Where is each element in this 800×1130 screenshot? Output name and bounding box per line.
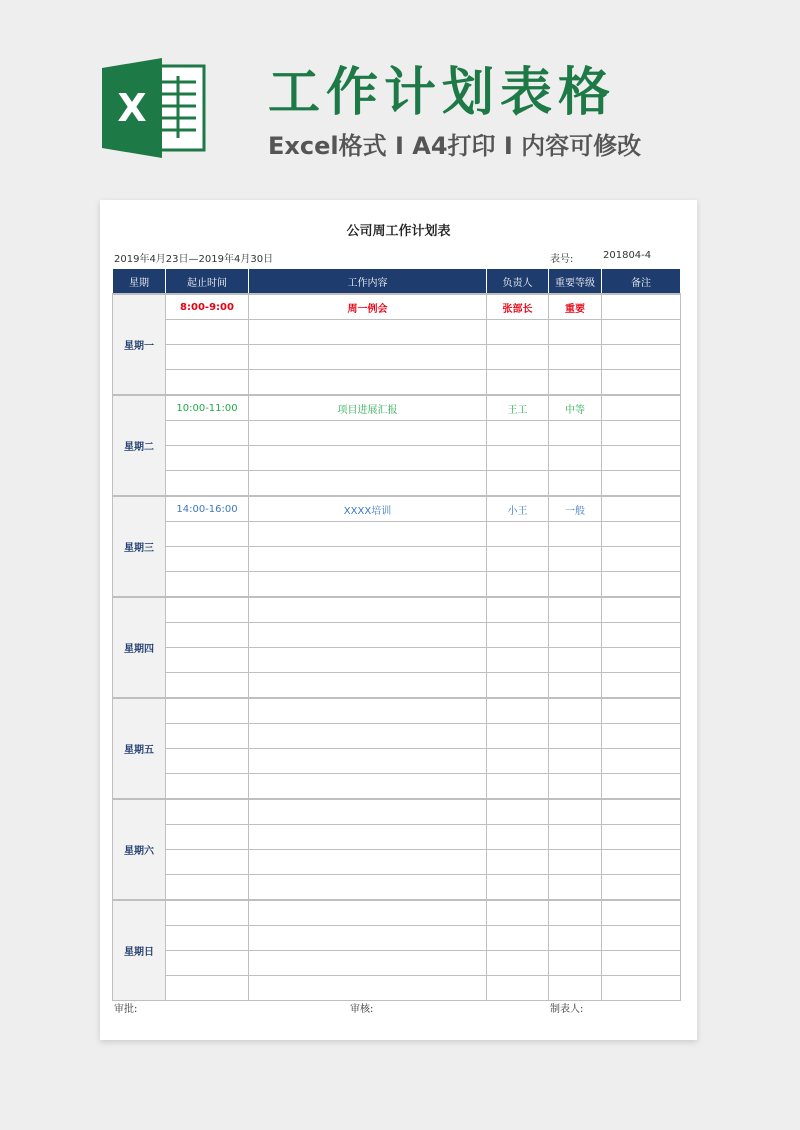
column-header: 负责人 [487, 269, 549, 295]
table-row [113, 673, 681, 699]
cell-note[interactable] [602, 648, 681, 673]
cell-owner[interactable] [487, 799, 549, 825]
cell-level[interactable] [549, 900, 602, 926]
cell-content[interactable] [249, 825, 487, 850]
cell-owner[interactable] [487, 572, 549, 598]
cell-owner[interactable]: 张部长 [487, 294, 549, 320]
cell-note[interactable] [602, 294, 681, 320]
table-row [113, 421, 681, 446]
cell-note[interactable] [602, 698, 681, 724]
table-header-row [113, 269, 681, 295]
svg-text:X: X [117, 86, 147, 130]
cell-level[interactable] [549, 774, 602, 800]
table-row [113, 951, 681, 976]
cell-content[interactable] [249, 572, 487, 598]
cell-content[interactable] [249, 749, 487, 774]
cell-time[interactable] [166, 951, 249, 976]
document-title: 公司周工作计划表 [346, 224, 451, 239]
table-row [113, 395, 681, 421]
day-label: 星期六 [113, 799, 166, 900]
table-row [113, 875, 681, 901]
cell-level[interactable] [549, 648, 602, 673]
cell-time[interactable] [166, 446, 249, 471]
cell-level[interactable] [549, 370, 602, 396]
day-label: 星期三 [113, 496, 166, 597]
header-banner [0, 0, 800, 200]
cell-level[interactable] [549, 850, 602, 875]
cell-note[interactable] [602, 370, 681, 396]
cell-time[interactable] [166, 724, 249, 749]
cell-content[interactable] [249, 850, 487, 875]
cell-content[interactable] [249, 724, 487, 749]
cell-level[interactable] [549, 875, 602, 901]
cell-time[interactable]: 10:00-11:00 [166, 395, 249, 421]
cell-time[interactable] [166, 698, 249, 724]
day-label: 星期一 [113, 294, 166, 395]
cell-content[interactable] [249, 648, 487, 673]
table-row [113, 825, 681, 850]
cell-content[interactable] [249, 926, 487, 951]
table-row [113, 850, 681, 875]
cell-content[interactable] [249, 370, 487, 396]
cell-time[interactable] [166, 926, 249, 951]
cell-note[interactable] [602, 320, 681, 345]
cell-note[interactable] [602, 749, 681, 774]
cell-note[interactable] [602, 522, 681, 547]
table-row [113, 446, 681, 471]
table-row [113, 976, 681, 1001]
cell-level[interactable] [549, 673, 602, 699]
cell-content[interactable]: 周一例会 [249, 294, 487, 320]
table-row [113, 597, 681, 623]
cell-content[interactable] [249, 345, 487, 370]
cell-time[interactable] [166, 673, 249, 699]
cell-time[interactable] [166, 572, 249, 598]
cell-note[interactable] [602, 572, 681, 598]
cell-content[interactable] [249, 421, 487, 446]
cell-note[interactable] [602, 496, 681, 522]
cell-note[interactable] [602, 597, 681, 623]
table-row [113, 345, 681, 370]
cell-owner[interactable] [487, 900, 549, 926]
paper-sheet [100, 200, 697, 1040]
review-label: 审核: [350, 1004, 374, 1015]
cell-time[interactable] [166, 900, 249, 926]
cell-note[interactable] [602, 926, 681, 951]
cell-owner[interactable] [487, 749, 549, 774]
day-label: 星期四 [113, 597, 166, 698]
cell-note[interactable] [602, 446, 681, 471]
cell-level[interactable] [549, 749, 602, 774]
cell-level[interactable] [549, 572, 602, 598]
subtitle: Excel格式 I A4打印 I 内容可修改 [268, 132, 642, 160]
cell-level[interactable] [549, 698, 602, 724]
cell-content[interactable] [249, 623, 487, 648]
maker-label: 制表人: [550, 1004, 584, 1015]
cell-time[interactable] [166, 799, 249, 825]
table-row [113, 320, 681, 345]
cell-content[interactable]: XXXX培训 [249, 496, 487, 522]
cell-owner[interactable] [487, 850, 549, 875]
cell-time[interactable] [166, 345, 249, 370]
cell-owner[interactable] [487, 926, 549, 951]
column-header: 起止时间 [166, 269, 249, 295]
cell-owner[interactable] [487, 698, 549, 724]
cell-content[interactable] [249, 320, 487, 345]
table-row [113, 749, 681, 774]
table-row [113, 774, 681, 800]
cell-owner[interactable]: 小王 [487, 496, 549, 522]
cell-note[interactable] [602, 799, 681, 825]
cell-content[interactable] [249, 673, 487, 699]
cell-time[interactable] [166, 547, 249, 572]
cell-time[interactable]: 14:00-16:00 [166, 496, 249, 522]
cell-owner[interactable] [487, 951, 549, 976]
cell-owner[interactable] [487, 597, 549, 623]
cell-content[interactable] [249, 875, 487, 901]
cell-content[interactable] [249, 698, 487, 724]
column-header: 工作内容 [249, 269, 487, 295]
table-row [113, 370, 681, 396]
cell-owner[interactable] [487, 320, 549, 345]
cell-time[interactable] [166, 875, 249, 901]
form-number-value: 201804-4 [603, 250, 652, 261]
cell-content[interactable] [249, 522, 487, 547]
cell-note[interactable] [602, 976, 681, 1001]
cell-note[interactable] [602, 774, 681, 800]
day-label: 星期日 [113, 900, 166, 1001]
column-header: 重要等级 [549, 269, 602, 295]
cell-level[interactable]: 重要 [549, 294, 602, 320]
cell-owner[interactable] [487, 421, 549, 446]
cell-content[interactable] [249, 799, 487, 825]
cell-level[interactable] [549, 471, 602, 497]
day-label: 星期二 [113, 395, 166, 496]
main-title: 工作计划表格 [268, 63, 617, 123]
cell-note[interactable] [602, 345, 681, 370]
cell-note[interactable] [602, 673, 681, 699]
cell-level[interactable] [549, 522, 602, 547]
cell-owner[interactable] [487, 648, 549, 673]
table-row [113, 900, 681, 926]
cell-content[interactable] [249, 976, 487, 1001]
cell-level[interactable] [549, 623, 602, 648]
cell-time[interactable] [166, 471, 249, 497]
cell-content[interactable] [249, 951, 487, 976]
cell-owner[interactable] [487, 825, 549, 850]
cell-level[interactable]: 一般 [549, 496, 602, 522]
cell-content[interactable] [249, 471, 487, 497]
cell-content[interactable] [249, 597, 487, 623]
cell-time[interactable] [166, 597, 249, 623]
cell-time[interactable] [166, 850, 249, 875]
cell-level[interactable] [549, 799, 602, 825]
cell-note[interactable] [602, 825, 681, 850]
cell-note[interactable] [602, 724, 681, 749]
cell-time[interactable]: 8:00-9:00 [166, 294, 249, 320]
cell-note[interactable] [602, 623, 681, 648]
table-row [113, 926, 681, 951]
table-row [113, 572, 681, 598]
cell-note[interactable] [602, 471, 681, 497]
table-row [113, 294, 681, 320]
table-row [113, 724, 681, 749]
cell-content[interactable] [249, 547, 487, 572]
form-number-label: 表号: [550, 254, 574, 265]
column-header: 备注 [602, 269, 681, 295]
cell-time[interactable] [166, 749, 249, 774]
cell-level[interactable] [549, 320, 602, 345]
table-row [113, 471, 681, 497]
plan-table-body [113, 294, 681, 1001]
cell-note[interactable] [602, 395, 681, 421]
cell-note[interactable] [602, 900, 681, 926]
cell-note[interactable] [602, 547, 681, 572]
day-label: 星期五 [113, 698, 166, 799]
table-row [113, 698, 681, 724]
cell-time[interactable] [166, 648, 249, 673]
cell-note[interactable] [602, 421, 681, 446]
cell-owner[interactable]: 王工 [487, 395, 549, 421]
table-row [113, 547, 681, 572]
cell-level[interactable] [549, 926, 602, 951]
cell-level[interactable]: 中等 [549, 395, 602, 421]
cell-time[interactable] [166, 976, 249, 1001]
plan-table [112, 268, 681, 1001]
cell-content[interactable] [249, 900, 487, 926]
cell-level[interactable] [549, 825, 602, 850]
cell-content[interactable]: 项目进展汇报 [249, 395, 487, 421]
table-row [113, 648, 681, 673]
cell-owner[interactable] [487, 446, 549, 471]
cell-owner[interactable] [487, 471, 549, 497]
table-row [113, 623, 681, 648]
approve-label: 审批: [114, 1004, 138, 1015]
date-range: 2019年4月23日—2019年4月30日 [114, 254, 274, 265]
cell-note[interactable] [602, 951, 681, 976]
table-row [113, 799, 681, 825]
cell-level[interactable] [549, 446, 602, 471]
cell-owner[interactable] [487, 875, 549, 901]
cell-owner[interactable] [487, 370, 549, 396]
cell-owner[interactable] [487, 522, 549, 547]
cell-time[interactable] [166, 370, 249, 396]
cell-level[interactable] [549, 547, 602, 572]
cell-owner[interactable] [487, 673, 549, 699]
column-header: 星期 [113, 269, 166, 295]
cell-owner[interactable] [487, 345, 549, 370]
cell-content[interactable] [249, 446, 487, 471]
cell-owner[interactable] [487, 547, 549, 572]
cell-time[interactable] [166, 320, 249, 345]
cell-level[interactable] [549, 724, 602, 749]
cell-content[interactable] [249, 774, 487, 800]
cell-level[interactable] [549, 951, 602, 976]
cell-time[interactable] [166, 522, 249, 547]
cell-level[interactable] [549, 976, 602, 1001]
excel-logo-icon [102, 58, 212, 158]
table-row [113, 522, 681, 547]
cell-owner[interactable] [487, 774, 549, 800]
cell-level[interactable] [549, 597, 602, 623]
cell-owner[interactable] [487, 623, 549, 648]
table-row [113, 496, 681, 522]
cell-time[interactable] [166, 825, 249, 850]
cell-time[interactable] [166, 623, 249, 648]
cell-level[interactable] [549, 421, 602, 446]
cell-note[interactable] [602, 850, 681, 875]
cell-owner[interactable] [487, 976, 549, 1001]
cell-level[interactable] [549, 345, 602, 370]
cell-owner[interactable] [487, 724, 549, 749]
cell-time[interactable] [166, 421, 249, 446]
cell-note[interactable] [602, 875, 681, 901]
cell-time[interactable] [166, 774, 249, 800]
